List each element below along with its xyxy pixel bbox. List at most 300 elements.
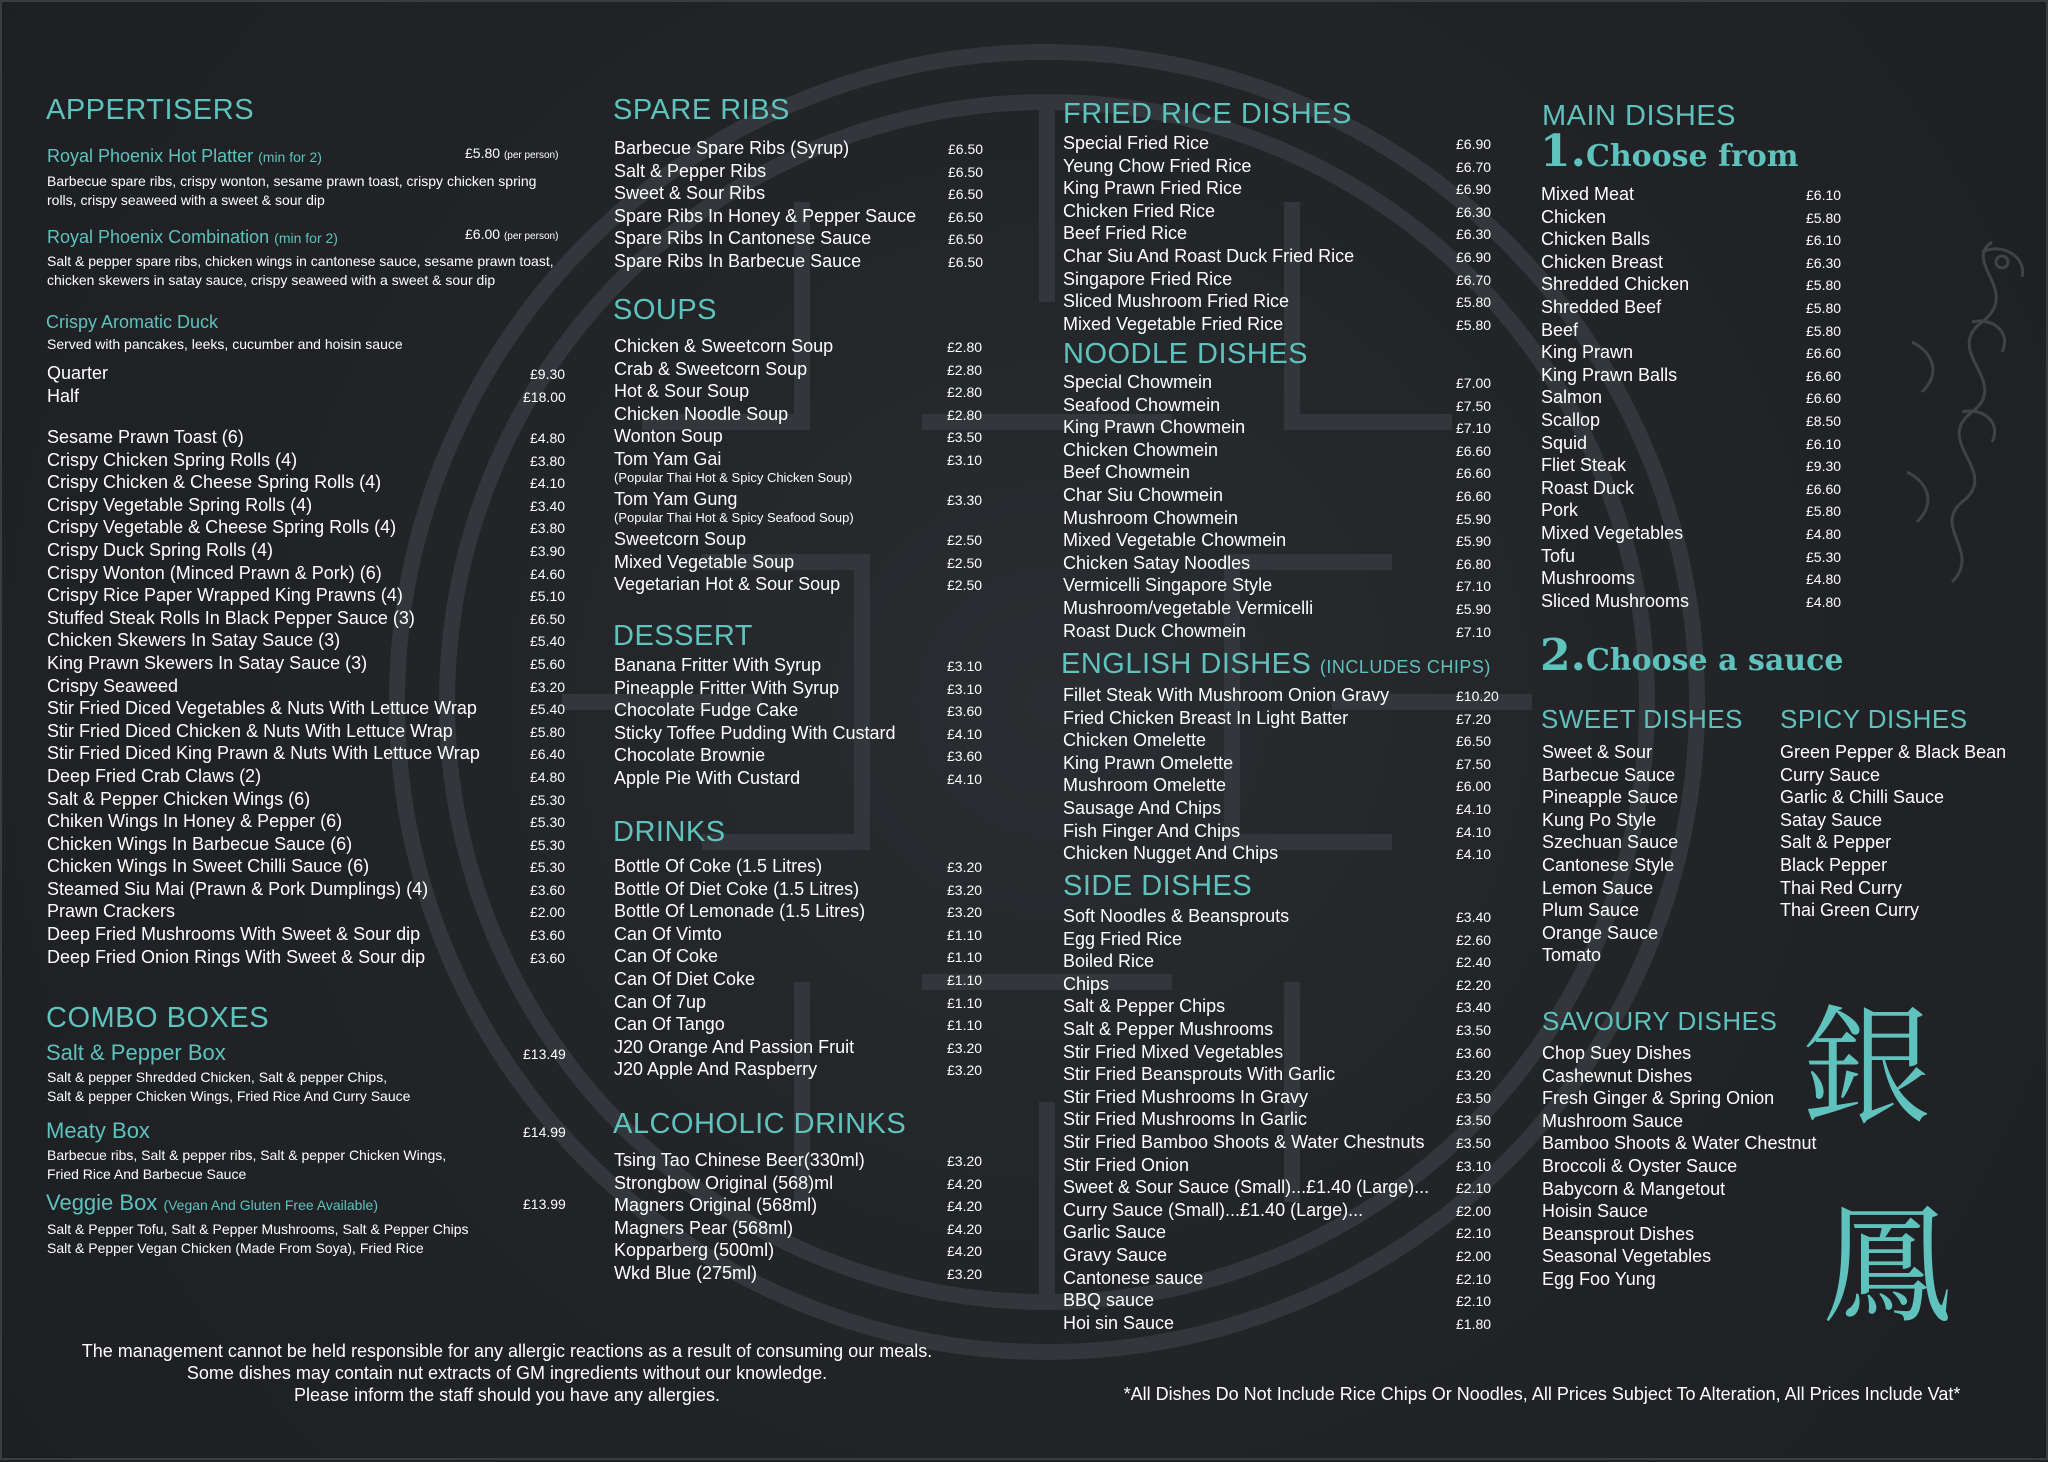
list-item xyxy=(614,161,986,184)
item-price: £3.60 xyxy=(530,881,566,898)
item-name: Scallop xyxy=(1541,409,1601,430)
item-price: £8.50 xyxy=(1806,412,1842,429)
combo-box-name: Meaty Box xyxy=(46,1118,150,1143)
item-name: Magners Original (568ml) xyxy=(614,1195,818,1216)
sauce-item: Egg Foo Yung xyxy=(1542,1268,1656,1289)
item-name: Roast Duck Chowmein xyxy=(1063,620,1247,641)
savoury-dishes-heading: SAVOURY DISHES xyxy=(1542,1006,1778,1036)
dessert-heading: DESSERT xyxy=(613,620,753,652)
item-price: £4.80 xyxy=(1806,525,1842,542)
combo-box-price: £13.99 xyxy=(523,1196,566,1212)
list-item xyxy=(1063,598,1505,621)
list-item xyxy=(1541,478,1841,501)
list-item xyxy=(1063,246,1505,269)
item-price: £6.80 xyxy=(1456,555,1492,572)
item-name: Mixed Vegetable Soup xyxy=(614,551,795,572)
item-price: £4.10 xyxy=(947,725,983,742)
item-name: Boiled Rice xyxy=(1063,951,1155,972)
list-item xyxy=(614,992,986,1015)
item-name: Chicken Omelette xyxy=(1063,730,1207,751)
sauce-item: Plum Sauce xyxy=(1542,900,1640,921)
list-item xyxy=(1541,455,1841,478)
item-price: £6.10 xyxy=(1806,187,1842,203)
item-price: £7.10 xyxy=(1456,623,1492,640)
list-item xyxy=(614,574,986,597)
list-item xyxy=(614,1059,986,1082)
item-name: Chicken & Sweetcorn Soup xyxy=(614,336,834,356)
item-price: £6.70 xyxy=(1456,271,1492,288)
list-item xyxy=(614,901,986,924)
list-item xyxy=(1541,184,1841,207)
item-name: Crispy Chicken Spring Rolls (4) xyxy=(47,449,298,470)
item-price: £2.60 xyxy=(1456,931,1492,948)
list-item xyxy=(1063,1064,1505,1087)
item-name: Char Siu And Roast Duck Fried Rice xyxy=(1063,245,1355,266)
english-list xyxy=(1063,685,1505,866)
sauce-item: Broccoli & Oyster Sauce xyxy=(1542,1155,1738,1176)
item-name: Chicken xyxy=(1541,206,1607,227)
list-item xyxy=(614,1263,986,1286)
sauce-item: Chop Suey Dishes xyxy=(1542,1043,1692,1063)
item-price: £2.10 xyxy=(1456,1293,1492,1310)
item-price: £3.60 xyxy=(530,949,566,966)
list-item xyxy=(1063,417,1505,440)
combo-box-name: Veggie Box (Vegan And Gluten Free Available) xyxy=(46,1190,378,1215)
item-price: £6.50 xyxy=(948,208,984,225)
list-item xyxy=(1063,951,1505,974)
list-item xyxy=(614,552,986,575)
list-item xyxy=(614,678,986,701)
item-price: £3.50 xyxy=(1456,1112,1492,1129)
sauce-item: Thai Red Curry xyxy=(1780,877,1903,898)
chinese-char-silver: 銀 xyxy=(1802,992,1933,1144)
item-name: Crispy Duck Spring Rolls (4) xyxy=(47,539,274,560)
list-item xyxy=(47,698,572,721)
list-item xyxy=(614,426,986,449)
item-name: Can Of 7up xyxy=(614,991,707,1012)
spicy-dishes-list xyxy=(1780,742,2006,923)
item-price: £5.30 xyxy=(1806,548,1842,565)
combo-heading: COMBO BOXES xyxy=(46,1002,270,1034)
list-item xyxy=(47,540,572,563)
item-price: £4.20 xyxy=(947,1198,983,1215)
item-name: Sweet & Sour Sauce (Small)...£1.40 (Large)... xyxy=(1063,1177,1430,1198)
item-price: £5.90 xyxy=(1456,600,1492,617)
chinese-char-phoenix: 鳳 xyxy=(1822,1190,1953,1342)
item-price: £5.40 xyxy=(530,701,566,718)
item-name: Mushroom/vegetable Vermicelli xyxy=(1063,597,1314,618)
list-item xyxy=(1063,530,1505,553)
item-name: Mixed Meat xyxy=(1541,184,1635,204)
list-item xyxy=(47,495,572,518)
item-name: Beef Chowmein xyxy=(1063,462,1191,483)
spare-ribs-heading: SPARE RIBS xyxy=(613,94,790,126)
item-name: Deep Fried Onion Rings With Sweet & Sour dip xyxy=(47,946,426,967)
item-price: £6.60 xyxy=(1806,345,1842,362)
item-price: £2.00 xyxy=(1456,1247,1492,1264)
sauce-item: Orange Sauce xyxy=(1542,922,1659,943)
drinks-list xyxy=(614,856,986,1082)
item-name: Chicken Satay Noodles xyxy=(1063,552,1251,573)
list-item xyxy=(614,1014,986,1037)
item-name: Stir Fried Beansprouts With Garlic xyxy=(1063,1064,1336,1085)
item-name: Bottle Of Lemonade (1.5 Litres) xyxy=(614,901,866,922)
item-price: £5.10 xyxy=(530,588,566,605)
list-item xyxy=(1063,1042,1505,1065)
sauce-item: Sweet & Sour xyxy=(1542,742,1653,762)
item-price: £6.70 xyxy=(1456,158,1492,175)
item-name: Stir Fried Diced Vegetables & Nuts With Lettuce Wrap xyxy=(47,698,477,719)
sweet-dishes-list xyxy=(1542,742,1678,968)
sauce-item: Szechuan Sauce xyxy=(1542,832,1679,853)
item-name: Strongbow Original (568)ml xyxy=(614,1172,834,1193)
list-item xyxy=(614,529,986,552)
item-price: £4.10 xyxy=(947,770,983,787)
item-price: £3.50 xyxy=(1456,1134,1492,1151)
item-name: King Prawn Skewers In Satay Sauce (3) xyxy=(47,652,368,673)
sauce-item: Garlic & Chilli Sauce xyxy=(1780,787,1945,808)
platter-name: Royal Phoenix Hot Platter (min for 2) xyxy=(47,146,322,166)
list-item xyxy=(1063,1290,1505,1313)
item-name: Crispy Vegetable & Cheese Spring Rolls (4) xyxy=(47,517,397,538)
item-name: Stir Fried Mushrooms In Gravy xyxy=(1063,1086,1309,1107)
sauce-item: Seasonal Vegetables xyxy=(1542,1246,1712,1267)
item-name: Char Siu Chowmein xyxy=(1063,484,1224,505)
item-price: £7.10 xyxy=(1456,578,1492,595)
list-item xyxy=(614,489,986,529)
item-price: £3.10 xyxy=(1456,1157,1492,1174)
list-item xyxy=(1063,1087,1505,1110)
item-name: Fliet Steak xyxy=(1541,455,1627,476)
item-name: Fillet Steak With Mushroom Onion Gravy xyxy=(1063,685,1390,705)
duck-sizes xyxy=(47,363,572,408)
item-name: Pineapple Fritter With Syrup xyxy=(614,677,840,698)
item-name: Can Of Coke xyxy=(614,946,719,967)
list-item xyxy=(1063,708,1505,731)
item-price: £7.10 xyxy=(1456,420,1492,437)
item-name: Crispy Wonton (Minced Prawn & Pork) (6) xyxy=(47,562,382,583)
item-price: £3.90 xyxy=(530,542,566,559)
item-price: £7.50 xyxy=(1456,397,1492,414)
list-item xyxy=(614,138,986,161)
item-price: £7.50 xyxy=(1456,755,1492,772)
item-name: Vermicelli Singapore Style xyxy=(1063,575,1273,596)
item-name: Sweetcorn Soup xyxy=(614,528,747,549)
item-name: Crispy Seaweed xyxy=(47,675,179,696)
item-price: £5.80 xyxy=(1806,503,1842,520)
item-price: £3.60 xyxy=(530,927,566,944)
item-price: £5.80 xyxy=(1456,294,1492,311)
list-item xyxy=(1063,133,1505,156)
item-name: Pork xyxy=(1541,500,1579,521)
appetisers-heading: APPERTISERS xyxy=(46,94,255,126)
dragon-icon xyxy=(1852,222,2042,602)
list-item xyxy=(614,700,986,723)
item-name: Mixed Vegetable Fried Rice xyxy=(1063,313,1284,334)
list-item xyxy=(47,427,572,450)
spicy-dishes-heading: SPICY DISHES xyxy=(1780,704,1968,734)
list-item xyxy=(47,585,572,608)
list-item xyxy=(1063,974,1505,997)
sauce-item: Cashewnut Dishes xyxy=(1542,1065,1693,1086)
item-name: Chiken Wings In Honey & Pepper (6) xyxy=(47,811,343,832)
item-name: King Prawn xyxy=(1541,342,1634,363)
item-price: £3.20 xyxy=(947,1062,983,1079)
list-item xyxy=(1063,730,1505,753)
soups-heading: SOUPS xyxy=(613,294,718,326)
item-name: Mushroom Omelette xyxy=(1063,775,1227,796)
item-price: £2.00 xyxy=(1456,1202,1492,1219)
item-price: £2.00 xyxy=(530,904,566,921)
item-name: Singapore Fried Rice xyxy=(1063,268,1233,289)
list-item xyxy=(1063,1177,1505,1200)
item-price: £6.90 xyxy=(1456,136,1492,152)
item-price: £2.80 xyxy=(947,339,983,355)
noodle-heading: NOODLE DISHES xyxy=(1063,338,1308,370)
item-price: £3.20 xyxy=(947,881,983,898)
list-item xyxy=(47,924,572,947)
side-list xyxy=(1063,906,1505,1335)
item-price: £6.10 xyxy=(1806,232,1842,249)
item-price: £6.50 xyxy=(530,610,566,627)
combination-name: Royal Phoenix Combination (min for 2) xyxy=(47,227,338,247)
item-name: Special Fried Rice xyxy=(1063,133,1210,153)
item-price: £5.80 xyxy=(530,723,566,740)
sauce-item: Babycorn & Mangetout xyxy=(1542,1178,1726,1199)
item-price: £2.10 xyxy=(1456,1270,1492,1287)
sauce-item: Barbecue Sauce xyxy=(1542,764,1676,785)
combo-box-desc: Salt & Pepper Tofu, Salt & Pepper Mushrooms, Salt & Pepper Chips Salt & Pepper Vegan Chicken (Made From Soya), Fried Rice xyxy=(47,1221,469,1256)
item-name: Wonton Soup xyxy=(614,426,723,447)
item-name: Stir Fried Bamboo Shoots & Water Chestnuts xyxy=(1063,1131,1425,1152)
list-item xyxy=(614,1037,986,1060)
noodle-list xyxy=(1063,372,1505,643)
item-price: £5.30 xyxy=(530,791,566,808)
item-name: King Prawn Balls xyxy=(1541,364,1678,385)
list-item xyxy=(1063,372,1505,395)
item-name: Chocolate Fudge Cake xyxy=(614,700,799,721)
duck-desc: Served with pancakes, leeks, cucumber and hoisin sauce xyxy=(47,336,403,352)
list-item xyxy=(1541,591,1841,614)
item-name: Chicken Balls xyxy=(1541,229,1651,250)
item-name: Fish Finger And Chips xyxy=(1063,820,1241,841)
item-price: £3.10 xyxy=(947,658,983,674)
list-item xyxy=(47,789,572,812)
list-item xyxy=(614,768,986,791)
item-price: £3.20 xyxy=(530,678,566,695)
item-price: £2.10 xyxy=(1456,1180,1492,1197)
list-item xyxy=(1541,546,1841,569)
sauce-item: Black Pepper xyxy=(1780,854,1888,875)
combo-box-price: £14.99 xyxy=(523,1124,566,1140)
list-item xyxy=(1063,178,1505,201)
item-name: Tsing Tao Chinese Beer(330ml) xyxy=(614,1150,865,1170)
list-item xyxy=(1063,291,1505,314)
item-price: £3.40 xyxy=(530,497,566,514)
item-price: £6.60 xyxy=(1806,480,1842,497)
item-price: £2.80 xyxy=(947,406,983,423)
list-item xyxy=(1541,387,1841,410)
item-name: Stuffed Steak Rolls In Black Pepper Sauce (3) xyxy=(47,607,415,628)
item-name: Stir Fried Diced King Prawn & Nuts With Lettuce Wrap xyxy=(47,743,480,764)
item-name: Curry Sauce (Small)...£1.40 (Large)... xyxy=(1063,1199,1364,1220)
list-item xyxy=(1063,223,1505,246)
list-item xyxy=(614,404,986,427)
list-item xyxy=(1063,906,1505,929)
combo-box-name: Salt & Pepper Box xyxy=(46,1040,226,1065)
list-item xyxy=(614,879,986,902)
item-price: £3.50 xyxy=(947,429,983,446)
item-price: £3.60 xyxy=(947,703,983,720)
item-price: £6.90 xyxy=(1456,181,1492,198)
sauce-item: Cantonese Style xyxy=(1542,854,1675,875)
list-item xyxy=(1063,575,1505,598)
list-item xyxy=(1063,1109,1505,1132)
item-name: Salt & Pepper Chicken Wings (6) xyxy=(47,788,311,809)
item-price: £6.50 xyxy=(948,141,984,157)
item-name: Stir Fried Diced Chicken & Nuts With Lettuce Wrap xyxy=(47,720,453,741)
item-name: Gravy Sauce xyxy=(1063,1244,1168,1265)
item-name: Salt & Pepper Mushrooms xyxy=(1063,1018,1274,1039)
list-item xyxy=(47,879,572,902)
item-name: Squid xyxy=(1541,432,1588,453)
item-name: Stir Fried Onion xyxy=(1063,1154,1190,1175)
item-price: £5.80 xyxy=(1806,299,1842,316)
list-item xyxy=(614,251,986,274)
list-item xyxy=(1541,433,1841,456)
item-price: £3.20 xyxy=(947,859,983,875)
item-name: Seafood Chowmein xyxy=(1063,394,1221,415)
list-item xyxy=(1063,821,1505,844)
item-price: £6.30 xyxy=(1456,226,1492,243)
item-name: Tofu xyxy=(1541,545,1576,566)
list-item xyxy=(47,766,572,789)
combo-box-price: £13.49 xyxy=(523,1046,566,1062)
item-name: Roast Duck xyxy=(1541,477,1635,498)
list-item xyxy=(614,381,986,404)
combo-box-desc: Salt & pepper Shredded Chicken, Salt & pepper Chips, Salt & pepper Chicken Wings, Fried Rice And Curry Sauce xyxy=(47,1069,411,1104)
list-item: Quarter £9.30 xyxy=(47,363,566,383)
sauce-item: Hoisin Sauce xyxy=(1542,1201,1649,1222)
list-item xyxy=(1541,252,1841,275)
list-item xyxy=(1541,568,1841,591)
item-name: Cantonese sauce xyxy=(1063,1267,1204,1288)
sauce-item: Beansprout Dishes xyxy=(1542,1223,1695,1244)
item-price: £5.30 xyxy=(530,836,566,853)
item-price: £3.80 xyxy=(530,520,566,537)
item-name: Tom Yam Gung xyxy=(614,488,738,509)
item-name: BBQ sauce xyxy=(1063,1290,1155,1311)
item-name: Special Chowmein xyxy=(1063,372,1213,392)
item-price: £7.00 xyxy=(1456,375,1492,391)
item-price: £3.20 xyxy=(1456,1067,1492,1084)
list-item xyxy=(47,947,572,970)
sauce-item: Curry Sauce xyxy=(1780,764,1881,785)
item-price: £2.20 xyxy=(1456,976,1492,993)
item-price: £6.90 xyxy=(1456,248,1492,265)
item-price: £5.30 xyxy=(530,814,566,831)
list-item xyxy=(47,450,572,473)
item-price: £4.10 xyxy=(530,475,566,492)
item-name: Chicken Wings In Barbecue Sauce (6) xyxy=(47,833,353,854)
item-name: Magners Pear (568ml) xyxy=(614,1217,794,1238)
item-name: Chocolate Brownie xyxy=(614,745,766,766)
list-item xyxy=(1063,621,1505,644)
list-item xyxy=(1063,395,1505,418)
sauce-item: Satay Sauce xyxy=(1780,809,1883,830)
item-name: Fried Chicken Breast In Light Batter xyxy=(1063,707,1349,728)
list-item xyxy=(614,1173,986,1196)
item-price: £6.60 xyxy=(1806,390,1842,407)
item-price: £4.20 xyxy=(947,1243,983,1260)
english-heading: ENGLISH DISHES (INCLUDES CHIPS) xyxy=(1061,648,1491,680)
list-item xyxy=(47,653,572,676)
item-name: Can Of Tango xyxy=(614,1014,725,1035)
item-name: Chicken Noodle Soup xyxy=(614,403,789,424)
item-price: £6.50 xyxy=(948,253,984,270)
item-price: £4.60 xyxy=(530,565,566,582)
alcoholic-list xyxy=(614,1150,986,1286)
list-item: Half £18.00 xyxy=(47,385,566,406)
item-name: Chicken Nugget And Chips xyxy=(1063,843,1279,864)
item-price: £4.80 xyxy=(1806,571,1842,588)
item-name: J20 Apple And Raspberry xyxy=(614,1059,818,1080)
list-item xyxy=(47,517,572,540)
list-item xyxy=(1063,440,1505,463)
dessert-list xyxy=(614,655,986,791)
sweet-dishes-heading: SWEET DISHES xyxy=(1541,704,1744,734)
item-price: £2.80 xyxy=(947,384,983,401)
item-price: £4.80 xyxy=(530,430,566,446)
item-price: £6.60 xyxy=(1806,367,1842,384)
item-price: £1.10 xyxy=(947,971,983,988)
list-item xyxy=(614,206,986,229)
item-price: £2.80 xyxy=(947,361,983,378)
list-item xyxy=(1541,207,1841,230)
list-item xyxy=(1063,1200,1505,1223)
list-item xyxy=(47,608,572,631)
item-price: £1.80 xyxy=(1456,1315,1492,1332)
item-price: £4.80 xyxy=(1806,593,1842,610)
item-price: £6.30 xyxy=(1806,254,1842,271)
item-price: £4.20 xyxy=(947,1220,983,1237)
item-name: Steamed Siu Mai (Prawn & Pork Dumplings) (4) xyxy=(47,878,429,899)
drinks-heading: DRINKS xyxy=(613,816,726,848)
list-item xyxy=(47,472,572,495)
list-item xyxy=(1063,753,1505,776)
list-item xyxy=(47,676,572,699)
list-item xyxy=(1063,1245,1505,1268)
item-price: £5.80 xyxy=(1806,277,1842,294)
item-name: King Prawn Omelette xyxy=(1063,752,1234,773)
item-name: Spare Ribs In Barbecue Sauce xyxy=(614,250,862,271)
side-heading: SIDE DISHES xyxy=(1063,870,1253,902)
combination-price: £6.00 (per person) xyxy=(465,226,559,242)
item-name: Wkd Blue (275ml) xyxy=(614,1262,758,1283)
appetisers-list xyxy=(47,427,572,969)
item-name: Vegetarian Hot & Sour Soup xyxy=(614,574,841,595)
item-price: £4.20 xyxy=(947,1175,983,1192)
item-price: £5.90 xyxy=(1456,510,1492,527)
item-price: £10.20 xyxy=(1456,688,1499,704)
item-name: Salt & Pepper Ribs xyxy=(614,160,767,181)
list-item xyxy=(47,834,572,857)
item-name: Mushrooms xyxy=(1541,568,1636,589)
list-item xyxy=(1063,314,1505,337)
item-name: Crispy Vegetable Spring Rolls (4) xyxy=(47,494,313,515)
item-price: £2.50 xyxy=(947,531,983,548)
list-item xyxy=(1063,843,1505,866)
